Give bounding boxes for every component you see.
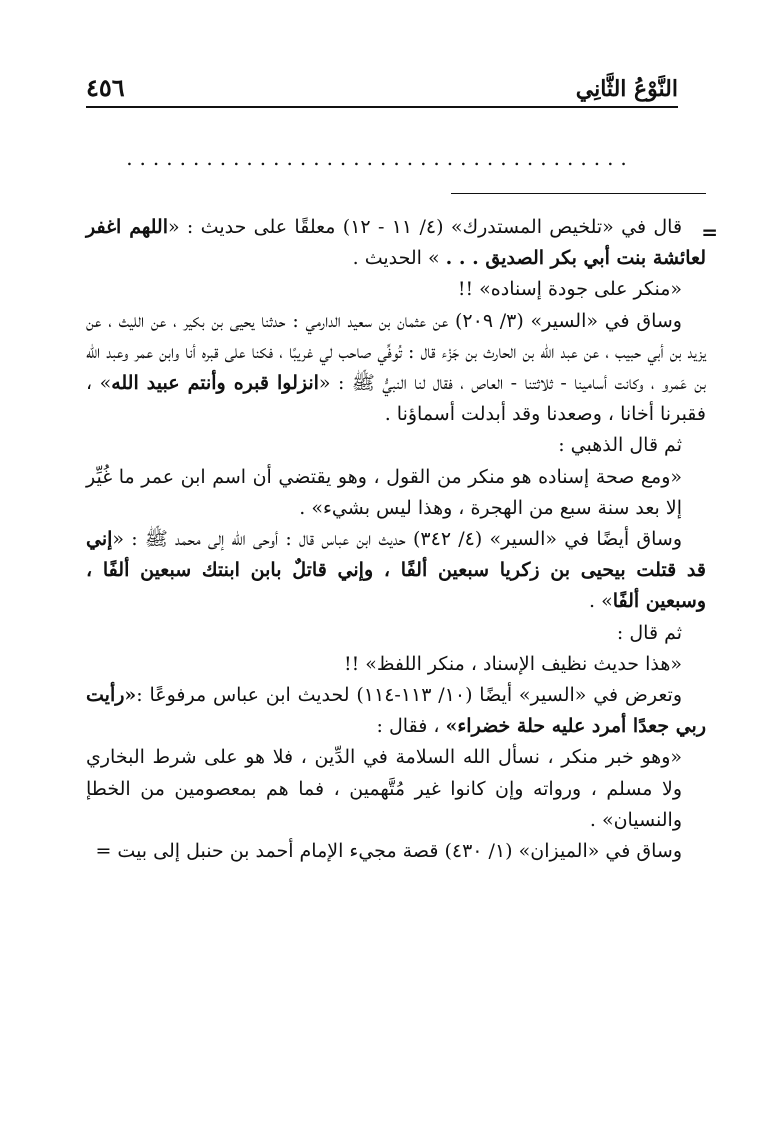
paragraph-9: وتعرض في «السير» أيضًا (١٠/ ١١٣-١١٤) لحديث ابن عباس مرفوعًا :«رأيت ربي جعدًا أمرد عليه حلة خضراء» ، فقال :	[86, 684, 706, 738]
footnote-text	[86, 212, 706, 867]
paragraph-11: وساق في «الميزان» (١/ ٤٣٠) قصة مجيء الإمام أحمد بن حنبل إلى بيت =	[95, 840, 682, 863]
paragraph-1: قال في «تلخيص المستدرك» (٤/ ١١ - ١٢) معلقًا على حديث : «اللهم اغفر لعائشة بنت أبي بكر الصديق . . . » الحديث .	[86, 216, 706, 270]
paragraph-5: «ومع صحة إسناده هو منكر من القول ، وهو يقتضي أن اسم ابن عمر ما غُيِّر إلا بعد سنة سبع من الهجرة ، وهذا ليس بشيء» .	[86, 465, 682, 519]
hadith-quote-2: انزلوا قبره وأنتم عبيد الله	[111, 372, 319, 395]
hadith-quote-3: إني قد قتلت بيحيى بن زكريا سبعين ألفًا ، وإني قاتلٌ بابن ابنتك سبعين ألفًا ، وسبعين ألفًا	[86, 528, 706, 613]
paragraph-4: ثم قال الذهبي :	[558, 434, 682, 457]
paragraph-10: «وهو خبر منكر ، نسأل الله السلامة في الدِّين ، فلا هو على شرط البخاري ولا مسلم ، ورواته وإن كانوا غير مُتَّهمين ، فما هم بمعصومين من الخطإ والنسيان» .	[86, 746, 682, 831]
paragraph-3: وساق في «السير» (٣/ ٢٠٩) عن عثمان بن سعيد الدارمي : حدثنا يحيى بن بكير ، عن الليث ، عن يزيد بن أبي حبيب ، عن عبد الله بن الحارث بن جَزْء قال : تُوفِّي صاحب لي غريبًا ، فكنا على قبره أنا وابن عمر وعبد الله بن عَمرو ، وكانت أسامينا - ثلاثتنا - العاص ، فقال لنا النبيُّ ﷺ : «انزلوا قبره وأنتم عبيد الله» ، فقبرنا أخانا ، وصعدنا وقد أبدلت أسماؤنا .	[86, 309, 706, 426]
paragraph-6: وساق أيضًا في «السير» (٤/ ٣٤٢) حديث ابن عباس قال : أوحى الله إلى محمد ﷺ : «إني قد قتلت بيحيى بن زكريا سبعين ألفًا ، وإني قاتلٌ بابن ابنتك سبعين ألفًا ، وسبعين ألفًا» .	[86, 528, 706, 613]
running-title: النَّوْعُ الثَّانِي	[575, 76, 678, 102]
paragraph-2: «منكر على جودة إسناده» !!	[457, 278, 682, 301]
paragraph-8: «هذا حديث نظيف الإسناد ، منكر اللفظ» !!	[343, 652, 682, 675]
dotted-separator: ......................................	[126, 148, 634, 168]
hadith-quote-1: اللهم اغفر لعائشة بنت أبي بكر الصديق . . .	[86, 216, 706, 270]
hadith-quote-4: «رأيت ربي جعدًا أمرد عليه حلة خضراء»	[86, 684, 706, 738]
page-header	[86, 62, 678, 108]
footnote-rule	[451, 193, 706, 194]
paragraph-7: ثم قال :	[616, 621, 682, 644]
continuation-mark: =	[701, 220, 718, 244]
page-number: ٤٥٦	[86, 73, 125, 102]
